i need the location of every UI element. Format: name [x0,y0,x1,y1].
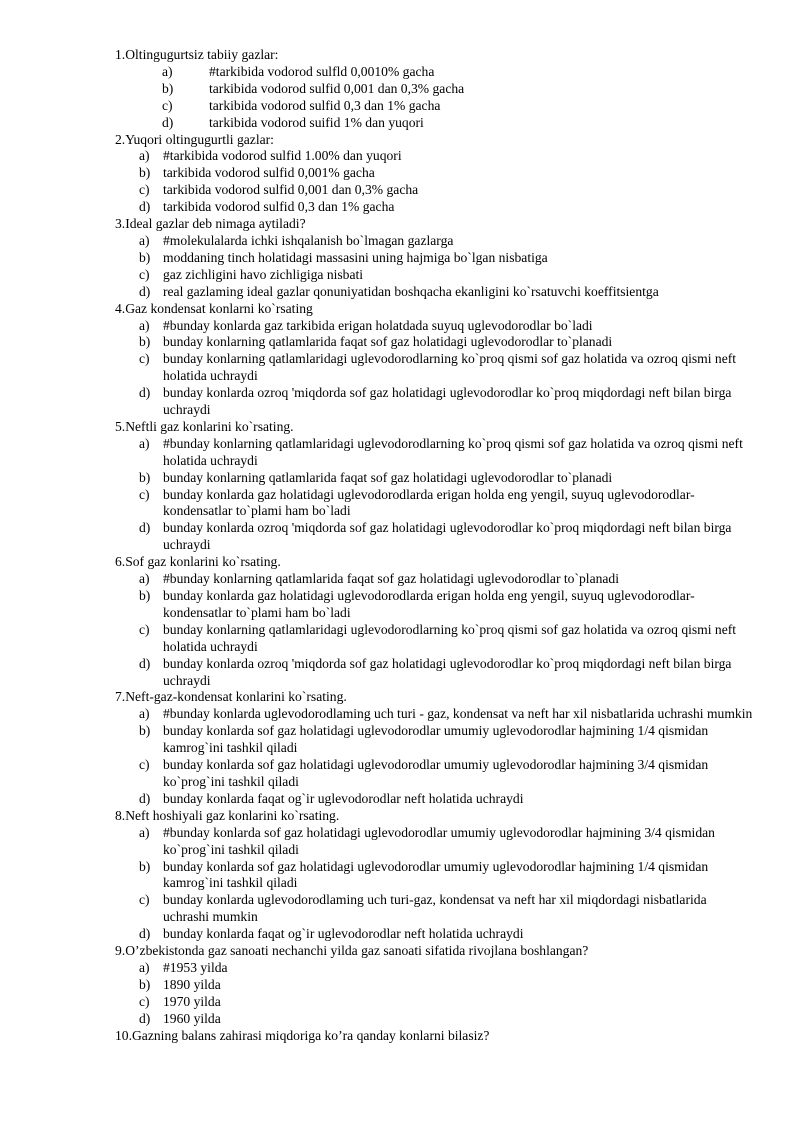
option-text: bunday konlarning qatlamlaridagi uglevodorodlarning ko`proq qismi sof gaz holatida va ozroq qismi neft holatida uchraydi [163,621,737,654]
option-letter: d) [139,926,151,942]
option-text: bunday konlarda sof gaz holatidagi uglevodorodlar umumiy uglevodorodlar hajmining 1/4 qismidan kamrog`ini tashkil qiladi [163,858,709,891]
question-title: 3.Ideal gazlar deb nimaga aytiladi? [115,216,306,232]
option-letter: a) [162,63,173,79]
answer-option [115,250,755,267]
option-text: tarkibida vodorod sulfid 0,001 dan 0,3% gacha [163,182,419,198]
answer-option [115,148,755,165]
answer-option [115,182,755,199]
option-letter: b) [139,249,151,265]
option-letter: b) [139,588,151,603]
option-text: bunday konlarning qatlamlarida faqat sof gaz holatidagi uglevodorodlar to`planadi [163,334,613,350]
option-letter: a) [139,148,150,164]
answer-option [115,334,755,351]
question-title: 7.Neft-gaz-kondensat konlarini ko`rsating. [115,689,347,705]
option-text: bunday konlarda faqat og`ir uglevodorodlar neft holatida uchraydi [163,790,524,806]
question-block [115,301,755,419]
option-text: bunday konlarda ozroq 'miqdorda sof gaz holatidagi uglevodorodlar ko`proq miqdordagi neft bilan birga uchraydi [163,520,732,553]
option-letter: b) [139,723,151,739]
option-letter: d) [139,520,151,536]
option-letter: b) [139,976,151,992]
question-block [115,943,755,1028]
answer-option [115,115,755,132]
answer-option [115,64,755,81]
answer-option [115,706,755,723]
answer-option [115,318,755,335]
question-title: 2.Yuqori oltingugurtli gazlar: [115,131,274,147]
option-text: bunday konlarda sof gaz holatidagi uglevodorodlar umumiy uglevodorodlar hajmining 1/4 qismidan kamrog`ini tashkil qiladi [163,723,709,756]
answer-option [115,165,755,182]
answer-option [115,81,755,98]
answer-option [115,1011,755,1028]
option-text: #tarkibida vodorod sulfld 0,0010% gacha [209,63,435,79]
option-letter: b) [162,80,174,96]
option-letter: c) [162,97,173,113]
option-text: tarkibida vodorod suifid 1% dan yuqori [209,114,424,130]
question-title: 8.Neft hoshiyali gaz konlarini ko`rsating. [115,807,340,823]
option-letter: d) [139,1010,151,1026]
option-text: 1960 yilda [163,1010,221,1026]
question-block [115,554,755,689]
option-letter: c) [139,621,150,637]
document-page [115,47,755,1044]
option-letter: d) [139,283,151,299]
answer-option [115,960,755,977]
question-block [115,419,755,554]
option-text: bunday konlarda ozroq 'miqdorda sof gaz holatidagi uglevodorodlar ko`proq miqdordagi neft bilan birga uchraydi [163,385,732,418]
question-title: 4.Gaz kondensat konlarni ko`rsating [115,300,313,316]
question-title: 1.Oltingugurtsiz tabiiy gazlar: [115,47,279,62]
option-text: bunday konlarda sof gaz holatidagi uglevodorodlar umumiy uglevodorodlar hajmining 3/4 qismidan ko`prog`ini tashkil qiladi [163,757,709,789]
option-letter: a) [139,959,150,975]
answer-option [115,267,755,284]
option-text: bunday konlarda gaz holatidagi uglevodorodlarda erigan holda eng yengil, suyuq uglevodorodlar-kondensatlar to`plami ham bo`ladi [163,486,695,519]
answer-option [115,588,755,622]
question-block [115,808,755,943]
question-block [115,216,755,301]
option-text: bunday konlarda faqat og`ir uglevodorodlar neft holatida uchraydi [163,926,524,942]
option-letter: c) [139,266,150,282]
question-block [115,47,755,132]
answer-option [115,470,755,487]
answer-option [115,757,755,791]
option-letter: d) [139,385,151,401]
option-letter: c) [139,486,150,502]
option-text: real gazlaming ideal gazlar qonuniyatidan boshqacha ekanligini ko`rsatuvchi koeffitsientga [163,283,659,299]
answer-option [115,926,755,943]
answer-option [115,487,755,521]
option-text: bunday konlarda uglevodorodlaming uch turi-gaz, kondensat va neft har xil miqdordagi nisbatlarida uchrashi mumkin [163,892,707,925]
answer-option [115,351,755,385]
option-text: #bunday konlarda uglevodorodlaming uch turi - gaz, kondensat va neft har xil nisbatlarida uchrashi mumkin [163,706,753,722]
answer-option [115,233,755,250]
option-text: tarkibida vodorod sulfid 0,3 dan 1% gacha [163,199,395,215]
option-text: tarkibida vodorod sulfid 0,001% gacha [163,165,375,181]
answer-option [115,791,755,808]
option-text: tarkibida vodorod sulfid 0,3 dan 1% gacha [209,97,441,113]
answer-option [115,825,755,859]
option-letter: d) [139,655,151,671]
question-title: 5.Neftli gaz konlarini ko`rsating. [115,418,294,434]
option-text: gaz zichligini havo zichligiga nisbati [163,266,364,282]
answer-option [115,977,755,994]
answer-option [115,723,755,757]
answer-option [115,284,755,301]
question-block [115,689,755,807]
answer-option [115,520,755,554]
answer-option [115,994,755,1011]
option-letter: a) [139,824,150,840]
answer-option [115,622,755,656]
option-text: #1953 yilda [163,959,228,975]
option-text: bunday konlarning qatlamlaridagi uglevodorodlarning ko`proq qismi sof gaz holatida va ozroq qismi neft holatida uchraydi [163,351,737,384]
option-letter: a) [139,435,150,451]
option-text: #bunday konlarda sof gaz holatidagi uglevodorodlar umumiy uglevodorodlar hajmining 3/4 qismidan ko`prog`ini tashkil qiladi [163,824,715,857]
answer-option [115,199,755,216]
answer-option [115,656,755,690]
option-letter: c) [139,757,150,773]
answer-option [115,571,755,588]
answer-option [115,892,755,926]
option-letter: b) [139,334,151,350]
option-text: #bunday konlarning qatlamlarida faqat sof gaz holatidagi uglevodorodlar to`planadi [163,571,620,587]
question-title: 6.Sof gaz konlarini ko`rsating. [115,554,281,570]
option-letter: d) [139,199,151,215]
answer-option [115,859,755,893]
question-title: 9.O’zbekistonda gaz sanoati nechanchi yilda gaz sanoati sifatida rivojlana boshlangan? [115,943,589,959]
option-letter: a) [139,706,150,722]
option-text: #tarkibida vodorod sulfid 1.00% dan yuqori [163,148,402,164]
option-letter: c) [139,351,150,367]
option-text: #bunday konlarning qatlamlaridagi uglevodorodlarning ko`proq qismi sof gaz holatida va ozroq qismi neft holatida uchraydi [163,435,743,468]
question-block [115,1028,755,1045]
option-letter: b) [139,858,151,874]
answer-option [115,98,755,115]
option-letter: b) [139,165,151,181]
option-text: moddaning tinch holatidagi massasini uning hajmiga bo`lgan nisbatiga [163,249,548,265]
option-text: tarkibida vodorod sulfid 0,001 dan 0,3% gacha [209,80,465,96]
question-block [115,132,755,217]
option-letter: c) [139,182,150,198]
option-text: #molekulalarda ichki ishqalanish bo`lmagan gazlarga [163,232,454,248]
question-title: 10.Gazning balans zahirasi miqdoriga ko’ra qanday konlarni bilasiz? [115,1027,490,1043]
option-letter: a) [139,232,150,248]
option-text: bunday konlarning qatlamlarida faqat sof gaz holatidagi uglevodorodlar to`planadi [163,469,613,485]
option-text: #bunday konlarda gaz tarkibida erigan holatdada suyuq uglevodorodlar bo`ladi [163,317,593,333]
option-letter: c) [139,993,150,1009]
option-text: bunday konlarda gaz holatidagi uglevodorodlarda erigan holda eng yengil, suyuq uglevodorodlar-kondensatlar to`plami ham bo`ladi [163,588,695,620]
option-text: 1970 yilda [163,993,221,1009]
option-text: bunday konlarda ozroq 'miqdorda sof gaz holatidagi uglevodorodlar ko`proq miqdordagi neft bilan birga uchraydi [163,655,732,688]
option-letter: a) [139,571,150,587]
option-letter: c) [139,892,150,908]
answer-option [115,385,755,419]
option-text: 1890 yilda [163,976,221,992]
option-letter: a) [139,317,150,333]
option-letter: d) [162,114,174,130]
answer-option [115,436,755,470]
option-letter: d) [139,790,151,806]
option-letter: b) [139,469,151,485]
